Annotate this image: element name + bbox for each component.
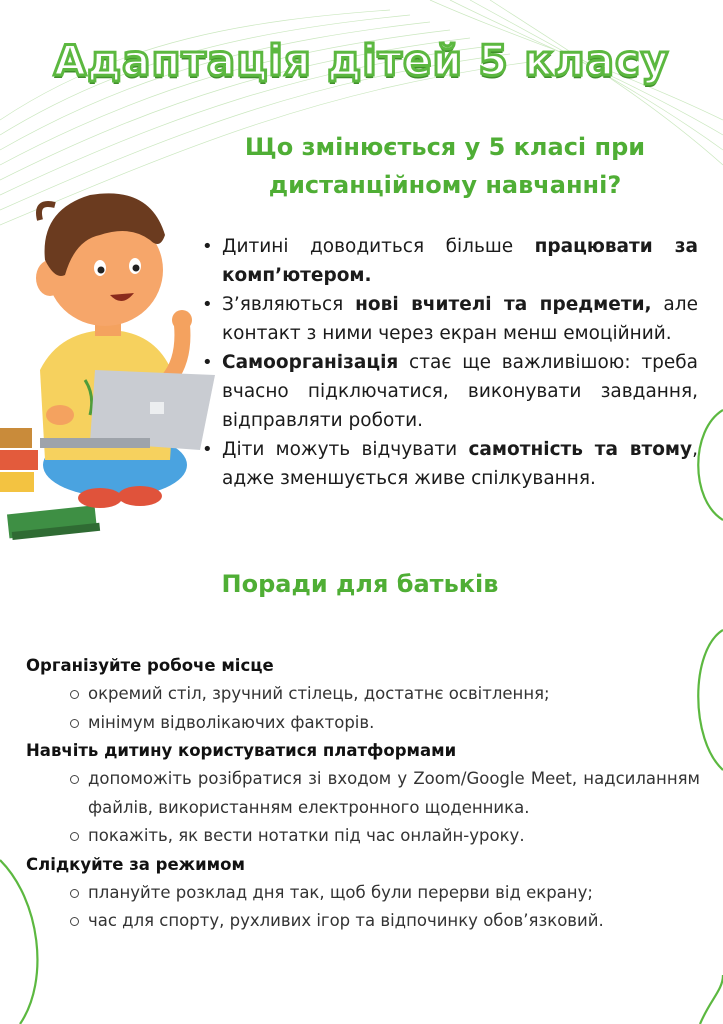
tip-title: Навчіть дитину користуватися платформами	[26, 741, 457, 760]
bullet-dot-icon: •	[202, 294, 213, 315]
change-item: • З’являються нові вчителі та предмети, але контакт з ними через екран менш емоційний.	[200, 290, 698, 348]
circle-bullet-icon	[70, 889, 79, 898]
section-subtitle: Що змінюється у 5 класі при дистанційному навчанні?	[244, 133, 646, 199]
change-item: • Дитині доводиться більше працювати за комп’ютером.	[200, 232, 698, 290]
tip-list	[26, 680, 700, 737]
list-item: плануйте розклад дня так, щоб були перерви від екрану;	[88, 879, 700, 908]
bullet-dot-icon: •	[202, 352, 213, 373]
circle-bullet-icon	[70, 775, 79, 784]
list-item: мінімум відволікаючих факторів.	[88, 709, 700, 738]
circle-bullet-icon	[70, 690, 79, 699]
tips-heading: Поради для батьків	[221, 570, 499, 598]
tip-title: Слідкуйте за режимом	[26, 854, 245, 874]
changes-list	[200, 232, 698, 493]
list-item: допоможіть розібратися зі входом у Zoom/Google Meet, надсиланням файлів, використанням електронного щоденника.	[88, 765, 700, 822]
change-item: • Діти можуть відчувати самотність та втому, адже зменшується живе спілкування.	[200, 435, 698, 493]
change-item: • Самоорганізація стає ще важливішою: треба вчасно підключатися, виконувати завдання, відправляти роботи.	[200, 348, 698, 435]
list-item: покажіть, як вести нотатки під час онлайн-уроку.	[88, 822, 700, 851]
circle-bullet-icon	[70, 917, 79, 926]
circle-bullet-icon	[70, 719, 79, 728]
tip-list	[26, 765, 700, 851]
page-title: Адаптація дітей 5 класу	[53, 36, 670, 85]
boy-with-laptop-illustration	[0, 180, 230, 560]
circle-bullet-icon	[70, 832, 79, 841]
bullet-dot-icon: •	[202, 439, 213, 460]
list-item: час для спорту, рухливих ігор та відпочинку обов’язковий.	[88, 907, 700, 936]
list-item: окремий стіл, зручний стілець, достатнє освітлення;	[88, 680, 700, 709]
bullet-dot-icon: •	[202, 236, 213, 257]
tips-section	[26, 652, 700, 936]
tip-title: Організуйте робоче місце	[26, 656, 274, 675]
tip-list	[26, 879, 700, 936]
